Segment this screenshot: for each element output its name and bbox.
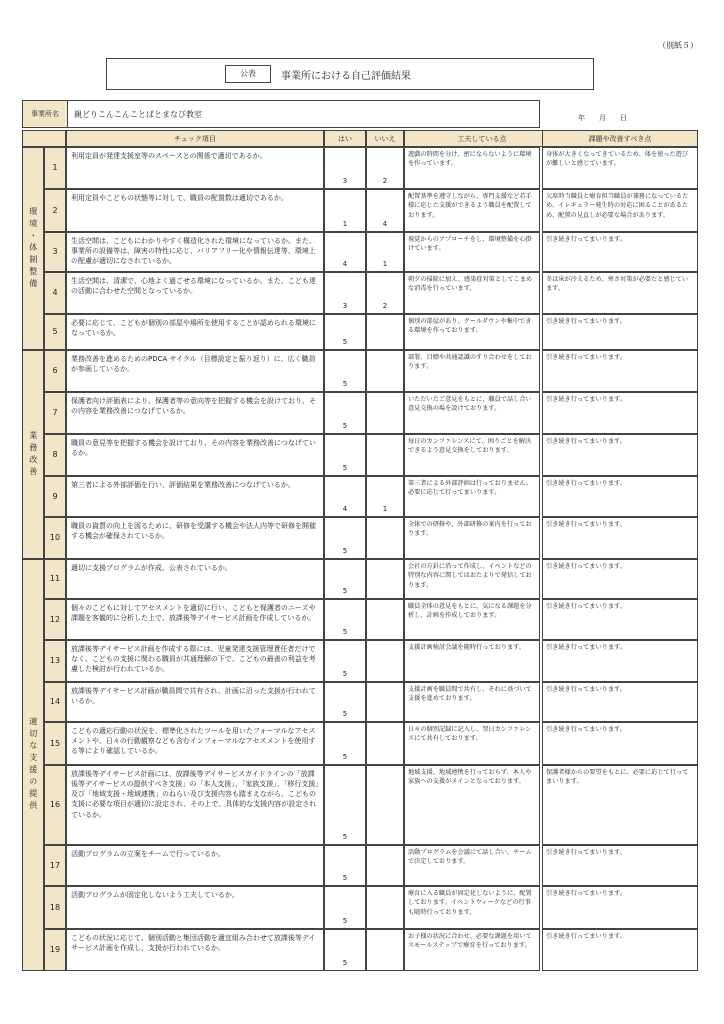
efforts-text: 地域支援、地域連携を行っておらず、本人や家族への支援がメインとなっております。	[404, 765, 540, 845]
issues-text: 引き続き行ってまいります。	[542, 476, 698, 517]
yes-count: 5	[324, 886, 366, 929]
yes-count: 5	[324, 722, 366, 765]
efforts-text: 日々の個別記録に記入し、翌日カンファレンスにて共有しております。	[404, 722, 540, 765]
efforts-text: 視覚からのアプローチをし、環境整備を心掛けています。	[404, 232, 540, 272]
category-cell	[22, 350, 44, 559]
issues-text: 引き続き行ってまいります。	[542, 392, 698, 434]
no-count	[366, 765, 404, 845]
row-number: 12	[44, 599, 66, 640]
check-item: 個々のこどもに対してアセスメントを適切に行い、こどもと保護者のニーズや課題を客観的に分析した上で、放課後等デイサービス計画を作成しているか。	[66, 599, 324, 640]
no-count	[366, 845, 404, 886]
efforts-text: 活動プログラムを会議にて話し合い、チームで決定しております。	[404, 845, 540, 886]
issues-text: 引き続き行ってまいります。	[542, 886, 698, 929]
no-count	[366, 559, 404, 599]
check-item: 生活空間は、清潔で、心地よく過ごせる環境になっているか。また、こども達の活動に合わせた空間となっているか。	[66, 272, 324, 314]
yes-count: 5	[324, 392, 366, 434]
row-number: 9	[44, 476, 66, 517]
check-item: こどもの状況に応じて、個別活動と集団活動を適宜組み合わせて放課後等デイサービス計画を作成し、支援が行われているか。	[66, 929, 324, 971]
row-number: 1	[44, 147, 66, 189]
yes-count: 5	[324, 845, 366, 886]
row-number: 11	[44, 559, 66, 599]
row-number: 14	[44, 682, 66, 722]
row-number: 19	[44, 929, 66, 971]
row-number: 6	[44, 350, 66, 392]
title-box	[106, 58, 594, 90]
no-count: 4	[366, 189, 404, 232]
no-count	[366, 640, 404, 682]
efforts-text: 配置基準を遵守しながら、専門支援など若手様に応じた支援ができるよう職員を配置しております。	[404, 189, 540, 232]
issues-text: 引き続き行ってまいります。	[542, 232, 698, 272]
efforts-text: いただいたご意見をもとに、職員で話し合い意見交換の場を設けております。	[404, 392, 540, 434]
header-blank	[22, 130, 66, 147]
check-item: 適切に支援プログラムが作成、公表されているか。	[66, 559, 324, 599]
efforts-text: お子様の状況に合わせ、必要な課題を用いてスモールステップで療育を行っております。	[404, 929, 540, 971]
check-item: 職員の資質の向上を図るために、研修を受講する機会や法人内等で研修を開催する機会が確保されているか。	[66, 517, 324, 559]
no-count	[366, 886, 404, 929]
row-number: 8	[44, 434, 66, 476]
no-count	[366, 599, 404, 640]
row-number: 2	[44, 189, 66, 232]
yes-count: 5	[324, 559, 366, 599]
issues-text: 保護者様からの要望をもとに、必要に応じて行ってまいります。	[542, 765, 698, 845]
check-item: 第三者による外部評価を行い、評価結果を業務改善につなげているか。	[66, 476, 324, 517]
check-item: こどもの適応行動の状況を、標準化されたツールを用いたフォーマルなアセスメントや、日々の行動観察なども含むインフォーマルなアセスメントを使用する等により確認しているか。	[66, 722, 324, 765]
issues-text: 引き続き行ってまいります。	[542, 350, 698, 392]
office-label: 事業所名	[23, 101, 68, 127]
no-count: 2	[366, 147, 404, 189]
issues-text: 引き続き行ってまいります。	[542, 682, 698, 722]
row-number: 17	[44, 845, 66, 886]
no-count	[366, 434, 404, 476]
efforts-text: 遊戯の時間を分け、密にならないように環境を作っています。	[404, 147, 540, 189]
check-item: 保護者向け評価表により、保護者等の意向等を把握する機会を設けており、その内容を業務改善につなげているか。	[66, 392, 324, 434]
no-count: 1	[366, 476, 404, 517]
issues-text: 引き続き行ってまいります。	[542, 434, 698, 476]
check-item: 放課後等デイサービス計画を作成する際には、児童発達支援管理責任者だけでなく、こどもの支援に関わる職員が共通理解の下で、こどもの最善の利益を考慮した検討が行われているか。	[66, 640, 324, 682]
annex-label: （別紙５）	[658, 41, 698, 50]
efforts-text: 支援計画を職員間で共有し、それに基づいて支援を進めております。	[404, 682, 540, 722]
issues-text: 引き続き行ってまいります。	[542, 845, 698, 886]
efforts-text: 全体での研修や、外部研修の案内を行っております。	[404, 517, 540, 559]
evaluation-table	[22, 130, 698, 990]
page-title: 事業所における自己評価結果	[281, 71, 411, 82]
yes-count: 4	[324, 232, 366, 272]
check-item: 放課後等デイサービス計画には、放課後等デイサービスガイドラインの「放課後等デイサービスの提供すべき支援」の「本人支援」、「家族支援」、「移行支援」及び「地域支援・地域連携」のねらい及び支援内容も踏まえながら、こどもの支援に必要な項目が適切に設定され、その上で、具体的な支援内容が設定されているか。	[66, 765, 324, 845]
check-item: 利用定員やこどもの状態等に対して、職員の配置数は適切であるか。	[66, 189, 324, 232]
check-item: 生活空間は、こどもにわかりやすく構造化された環境になっているか。また、事業所の設備等は、障害の特性に応じ、バリアフリー化や情報伝達等、環境上の配慮が適切になされているか。	[66, 232, 324, 272]
row-number: 18	[44, 886, 66, 929]
check-item: 業務改善を進めるためのPDCA サイクル（目標設定と振り返り）に、広く職員が参画しているか。	[66, 350, 324, 392]
issues-text: 引き続き行ってまいります。	[542, 599, 698, 640]
category-label: 環境・体制整備	[28, 206, 38, 291]
row-number: 4	[44, 272, 66, 314]
header-yes: はい	[324, 130, 366, 147]
check-item: 必要に応じて、こどもが個別の部屋や場所を使用することが認められる環境になっているか。	[66, 314, 324, 350]
row-number: 10	[44, 517, 66, 559]
no-count	[366, 722, 404, 765]
yes-count: 5	[324, 599, 366, 640]
yes-count: 5	[324, 682, 366, 722]
yes-count: 5	[324, 350, 366, 392]
yes-count: 5	[324, 314, 366, 350]
efforts-text: 会社の方針に沿って作成し、イベントなどの特別な内容に関してはおたよりで発信しております。	[404, 559, 540, 599]
yes-count: 5	[324, 640, 366, 682]
issues-text: 身体が大きくなってきているため、体を使った遊びが難しいと感じています。	[542, 147, 698, 189]
header-check: チェック項目	[66, 130, 324, 147]
category-cell	[22, 147, 44, 350]
check-item: 放課後等デイサービス計画が職員間で共有され、計画に沿った支援が行われているか。	[66, 682, 324, 722]
no-count	[366, 929, 404, 971]
public-tag: 公表	[225, 65, 271, 83]
issues-text: 引き続き行ってまいります。	[542, 559, 698, 599]
yes-count: 5	[324, 929, 366, 971]
efforts-text: 毎日のカンファレンスにて、困りごとを解決できるよう意見交換をしております。	[404, 434, 540, 476]
issues-text: 冬は床が冷えるため、寒さ対策が必要だと感じています。	[542, 272, 698, 314]
yes-count: 5	[324, 434, 366, 476]
no-count	[366, 682, 404, 722]
yes-count: 4	[324, 476, 366, 517]
category-label: 業務改善	[28, 430, 38, 479]
no-count	[366, 350, 404, 392]
header-efforts: 工夫している点	[404, 130, 560, 147]
row-number: 16	[44, 765, 66, 845]
yes-count: 3	[324, 272, 366, 314]
yes-count: 3	[324, 147, 366, 189]
efforts-text: 職員全体の意見をもとに、気になる課題を分析し、計画を作成しております。	[404, 599, 540, 640]
category-cell	[22, 559, 44, 971]
check-item: 利用定員が発達支援室等のスペースとの関係で適切であるか。	[66, 147, 324, 189]
efforts-text: 第三者による外部評価は行っておりません。必要に応じて行ってまいります。	[404, 476, 540, 517]
category-label: 適切な支援の提供	[28, 717, 38, 813]
row-number: 3	[44, 232, 66, 272]
yes-count: 5	[324, 517, 366, 559]
efforts-text: 朝夕の掃除に加え、感染症対策としてこまめな消毒を行っています。	[404, 272, 540, 314]
check-item: 活動プログラムが固定化しないよう工夫しているか。	[66, 886, 324, 929]
row-number: 5	[44, 314, 66, 350]
header-no: いいえ	[366, 130, 404, 147]
yes-count: 1	[324, 189, 366, 232]
issues-text: 引き続き行ってまいります。	[542, 640, 698, 682]
no-count: 1	[366, 232, 404, 272]
issues-text: 引き続き行ってまいります。	[542, 517, 698, 559]
no-count	[366, 314, 404, 350]
issues-text: 引き続き行ってまいります。	[542, 722, 698, 765]
efforts-text: 個別の部屋があり、クールダウンや集中できる環境を作っております。	[404, 314, 540, 350]
yes-count: 5	[324, 765, 366, 845]
row-number: 13	[44, 640, 66, 682]
row-number: 7	[44, 392, 66, 434]
check-item: 活動プログラムの立案をチームで行っているか。	[66, 845, 324, 886]
office-row	[22, 100, 540, 128]
no-count	[366, 392, 404, 434]
no-count	[366, 517, 404, 559]
month-label: 月	[599, 114, 606, 122]
day-label: 日	[620, 114, 627, 122]
office-name: 親どりこんこんことばとまなび教室	[74, 109, 202, 119]
row-number: 15	[44, 722, 66, 765]
date-area	[578, 113, 627, 123]
efforts-text: 支援計画検討会議を随時行っております。	[404, 640, 540, 682]
no-count: 2	[366, 272, 404, 314]
issues-text: 欠席時当職員と療育担当職員が兼務になっているため、イレギュラー発生時の対応に困ることがあるため、配置の見直しが必要な場合があります。	[542, 189, 698, 232]
efforts-text: 療育に入る職員が固定化しないように、配置しております。イベントウィークなどの行事も随時行っております。	[404, 886, 540, 929]
efforts-text: 部署、目標や共通認識のすり合わせをしております。	[404, 350, 540, 392]
header-issues: 課題や改善すべき点	[542, 130, 698, 147]
issues-text: 引き続き行ってまいります。	[542, 314, 698, 350]
year-label: 年	[578, 114, 585, 122]
check-item: 職員の意見等を把握する機会を設けており、その内容を業務改善につなげているか。	[66, 434, 324, 476]
issues-text: 引き続き行ってまいります。	[542, 929, 698, 971]
